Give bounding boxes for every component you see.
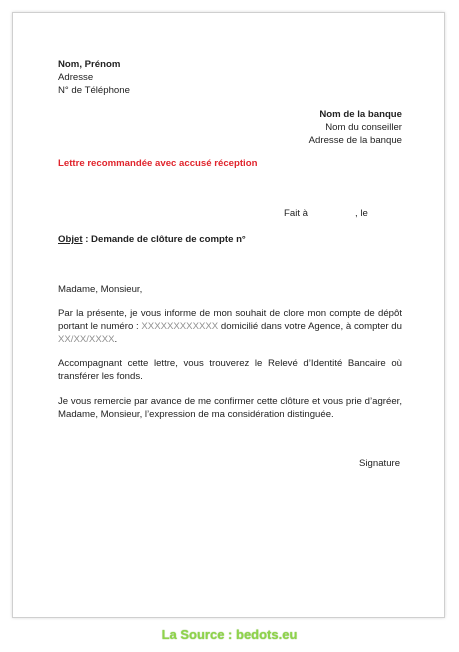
- signature: Signature: [359, 458, 401, 469]
- paragraph-thanks: Je vous remercie par avance de me confirmer cette clôture et vous prie d’agréer, Madame, Monsieur, l’expression de ma considération distinguée.: [58, 396, 402, 421]
- source-caption: La Source : bedots.eu: [161, 627, 298, 642]
- subject-line: [58, 233, 246, 246]
- sender-phone: N° de Téléphone: [58, 85, 130, 96]
- sender-address: Adresse: [58, 72, 94, 83]
- bank-address: Adresse de la banque: [308, 135, 402, 146]
- subject-text: : Demande de clôture de compte n°: [82, 234, 246, 245]
- account-number-placeholder: XXXXXXXXXXXX: [141, 321, 219, 333]
- registered-mail-mention: Lettre recommandée avec accusé réception: [58, 158, 258, 169]
- sender-name: Nom, Prénom: [58, 59, 121, 70]
- paragraph1-part2: domicilié dans votre Agence, à compter du: [218, 321, 402, 333]
- subject-label: Objet: [58, 234, 83, 245]
- salutation: Madame, Monsieur,: [58, 284, 143, 295]
- date-suffix: , le: [355, 208, 368, 219]
- advisor-name: Nom du conseiller: [325, 122, 402, 133]
- paragraph-rib: Accompagnant cette lettre, vous trouverez le Relevé d’Identité Bancaire où transférer les fonds.: [58, 358, 402, 383]
- date-place-prefix: Fait à: [284, 208, 308, 219]
- paragraph-account-closure: [58, 307, 402, 347]
- paragraph1-part3: .: [114, 334, 118, 346]
- paragraph1-part1: Par la présente, je vous informe de mon souhait de clore mon compte de dépôt portant le numéro :: [58, 308, 402, 333]
- bank-name: Nom de la banque: [319, 109, 402, 120]
- date-placeholder: XX/XX/XXXX: [58, 334, 115, 346]
